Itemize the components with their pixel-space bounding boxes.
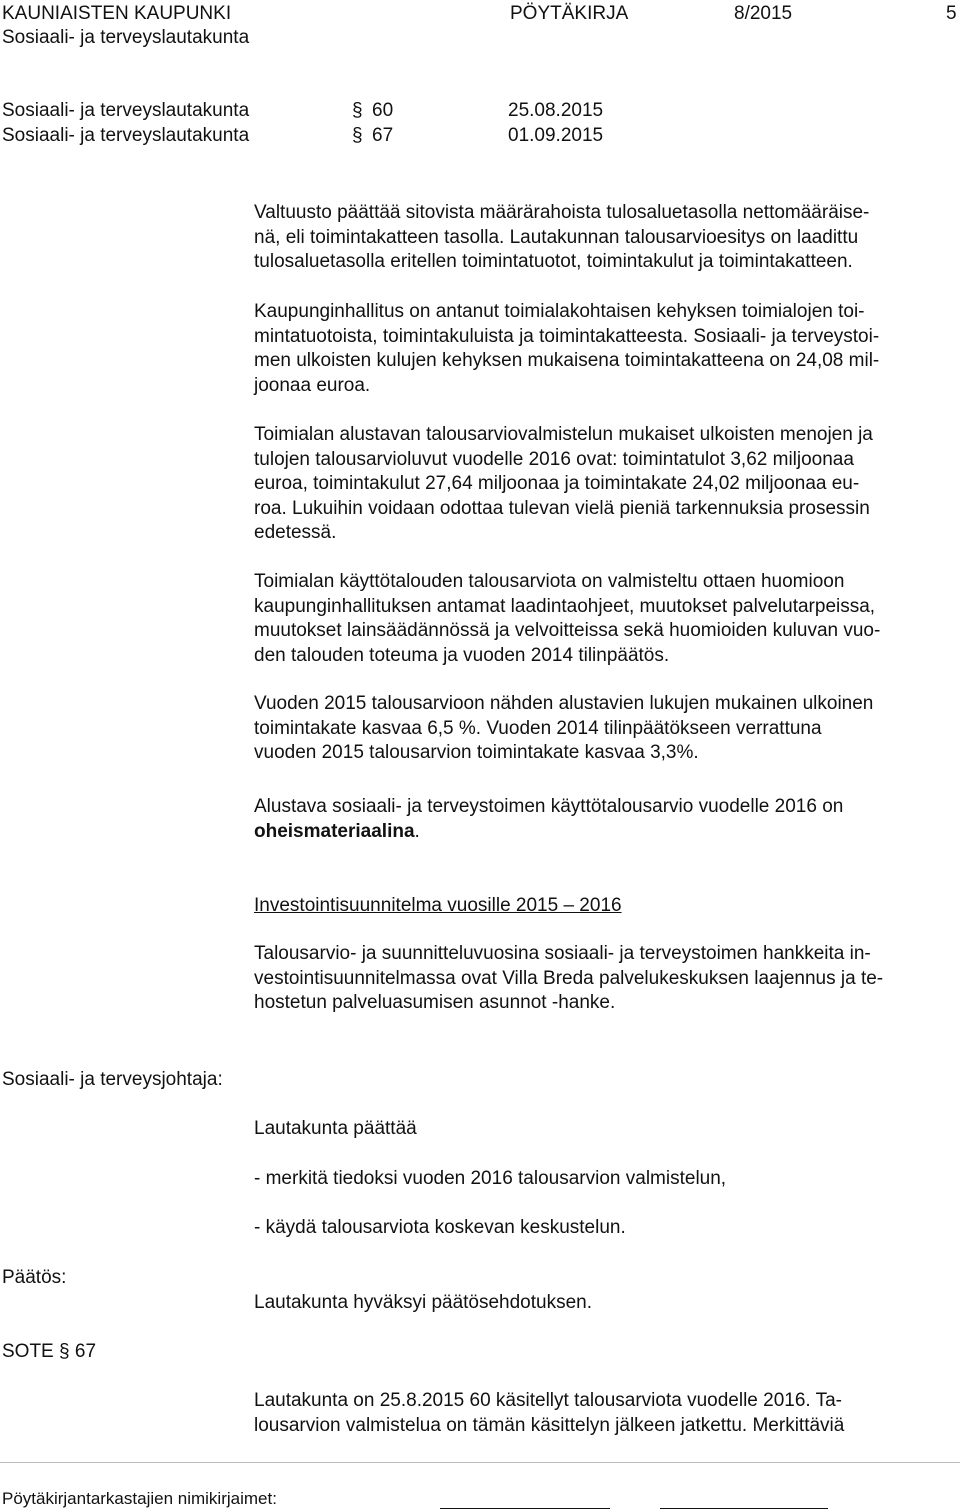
text-line: kaupunginhallituksen antamat laadintaohjeet, muutokset palvelutarpeissa, <box>254 595 876 617</box>
sote-reference <box>2 1340 96 1365</box>
page-number: 5 <box>946 3 957 24</box>
paragraph-investments <box>254 942 954 1016</box>
paragraph-attachment <box>254 795 954 844</box>
decision-label: Päätös: <box>2 1267 67 1288</box>
committee-name: Sosiaali- ja terveyslautakunta <box>2 27 250 48</box>
investment-heading: Investointisuunnitelma vuosille 2015 – 2016 <box>254 895 622 916</box>
paragraph-frame <box>254 300 954 398</box>
text-line: tulosaluetasolla eritellen toimintatuotot, toimintakulut ja toimintakatteen. <box>254 251 853 272</box>
reference-section: 60 <box>372 100 394 121</box>
reference-body: Sosiaali- ja terveyslautakunta <box>2 100 250 121</box>
text-line: Valtuusto päättää sitovista määrärahoista tulosaluetasolla nettomääräise- <box>254 202 870 223</box>
paragraph-growth <box>254 692 954 766</box>
sote-number: 67 <box>74 1341 97 1362</box>
text-line: den talouden toteuma ja vuoden 2014 tilinpäätös. <box>254 644 670 666</box>
proposal-intro: Lautakunta päättää <box>254 1118 417 1139</box>
text-line: vestointisuunnitelmassa ovat Villa Breda palvelukeskuksen laajennus ja te- <box>254 967 884 989</box>
text-line: Alustava sosiaali- ja terveystoimen käyttötalousarvio vuodelle 2016 on <box>254 796 844 817</box>
text-line: men ulkoisten kulujen kehyksen mukaisena toimintakatteena on 24,08 mil- <box>254 350 880 371</box>
text-line: Vuoden 2015 talousarvioon nähden alustavien lukujen mukainen ulkoinen <box>254 693 874 714</box>
text-line: Toimialan alustavan talousarviovalmistelun mukaiset ulkoisten menojen ja <box>254 424 873 445</box>
signature-line <box>660 1508 828 1509</box>
signature-line <box>440 1508 610 1509</box>
text-line: muutokset lainsäädännössä ja velvoitteissa sekä huomioiden kuluvan vuo- <box>254 620 881 641</box>
paragraph-sote <box>254 1389 954 1438</box>
reference-date: 25.08.2015 <box>508 100 604 121</box>
footer-label: Pöytäkirjantarkastajien nimikirjaimet: <box>2 1489 277 1508</box>
text-line: euroa, toimintakulut 27,64 miljoonaa ja toimintakate 24,02 miljoonaa eu- <box>254 473 860 494</box>
text-line: Toimialan käyttötalouden talousarviota on valmisteltu ottaen huomioon <box>254 571 845 592</box>
paragraph-preliminary-figures <box>254 423 954 546</box>
proposal-item: - käydä talousarviota koskevan keskustelun. <box>254 1217 626 1238</box>
text-line: vuoden 2015 talousarvion toimintakate kasvaa 3,3%. <box>254 742 699 763</box>
reference-body: Sosiaali- ja terveyslautakunta <box>2 125 250 146</box>
text-line: Kaupunginhallitus on antanut toimialakohtaisen kehyksen toimialojen toi- <box>254 301 865 322</box>
paragraph-budget-levels <box>254 201 954 275</box>
text-line: Talousarvio- ja suunnitteluvuosina sosiaali- ja terveystoimen hankkeita in- <box>254 943 871 964</box>
reference-date: 01.09.2015 <box>508 125 604 146</box>
reference-section: 67 <box>372 125 394 146</box>
text-line: tulojen talousarvioluvut vuodelle 2016 ovat: toimintatulot 3,62 miljoonaa <box>254 448 854 470</box>
section-sign-icon: § <box>59 1341 70 1362</box>
text-line: nä, eli toimintakatteen tasolla. Lautakunnan talousarvioesitys on laadittu <box>254 226 859 248</box>
section-sign-icon: § <box>352 125 363 146</box>
text-line: toimintakate kasvaa 6,5 %. Vuoden 2014 tilinpäätökseen verrattuna <box>254 717 822 739</box>
text-line: oheismateriaalina. <box>254 820 420 842</box>
attachment-reference: oheismateriaalina <box>254 820 415 842</box>
org-name: KAUNIAISTEN KAUPUNKI <box>2 3 232 24</box>
text-line: Lautakunta on 25.8.2015 60 käsitellyt talousarviota vuodelle 2016. Ta- <box>254 1390 843 1411</box>
text-line: joonaa euroa. <box>254 374 371 396</box>
proposal-item: - merkitä tiedoksi vuoden 2016 talousarvion valmistelun, <box>254 1168 727 1189</box>
text-line: lousarvion valmistelua on tämän käsittelyn jälkeen jatkettu. Merkittäviä <box>254 1414 845 1436</box>
paragraph-preparation <box>254 570 954 668</box>
footer-divider <box>0 1462 960 1463</box>
doc-type: PÖYTÄKIRJA <box>510 3 629 24</box>
text-line: roa. Lukuihin voidaan odottaa tulevan vielä pieniä tarkennuksia prosessin <box>254 497 870 519</box>
doc-number: 8/2015 <box>734 3 793 24</box>
text-line: mintatuotoista, toimintakuluista ja toimintakatteesta. Sosiaali- ja terveystoi- <box>254 325 880 347</box>
text-line: edetessä. <box>254 522 337 543</box>
decision-text: Lautakunta hyväksyi päätösehdotuksen. <box>254 1292 593 1313</box>
text-line: hostetun palveluasumisen asunnot -hanke. <box>254 992 616 1013</box>
section-sign-icon: § <box>352 100 363 121</box>
proposal-label: Sosiaali- ja terveysjohtaja: <box>2 1069 223 1090</box>
sote-label: SOTE <box>2 1341 54 1362</box>
